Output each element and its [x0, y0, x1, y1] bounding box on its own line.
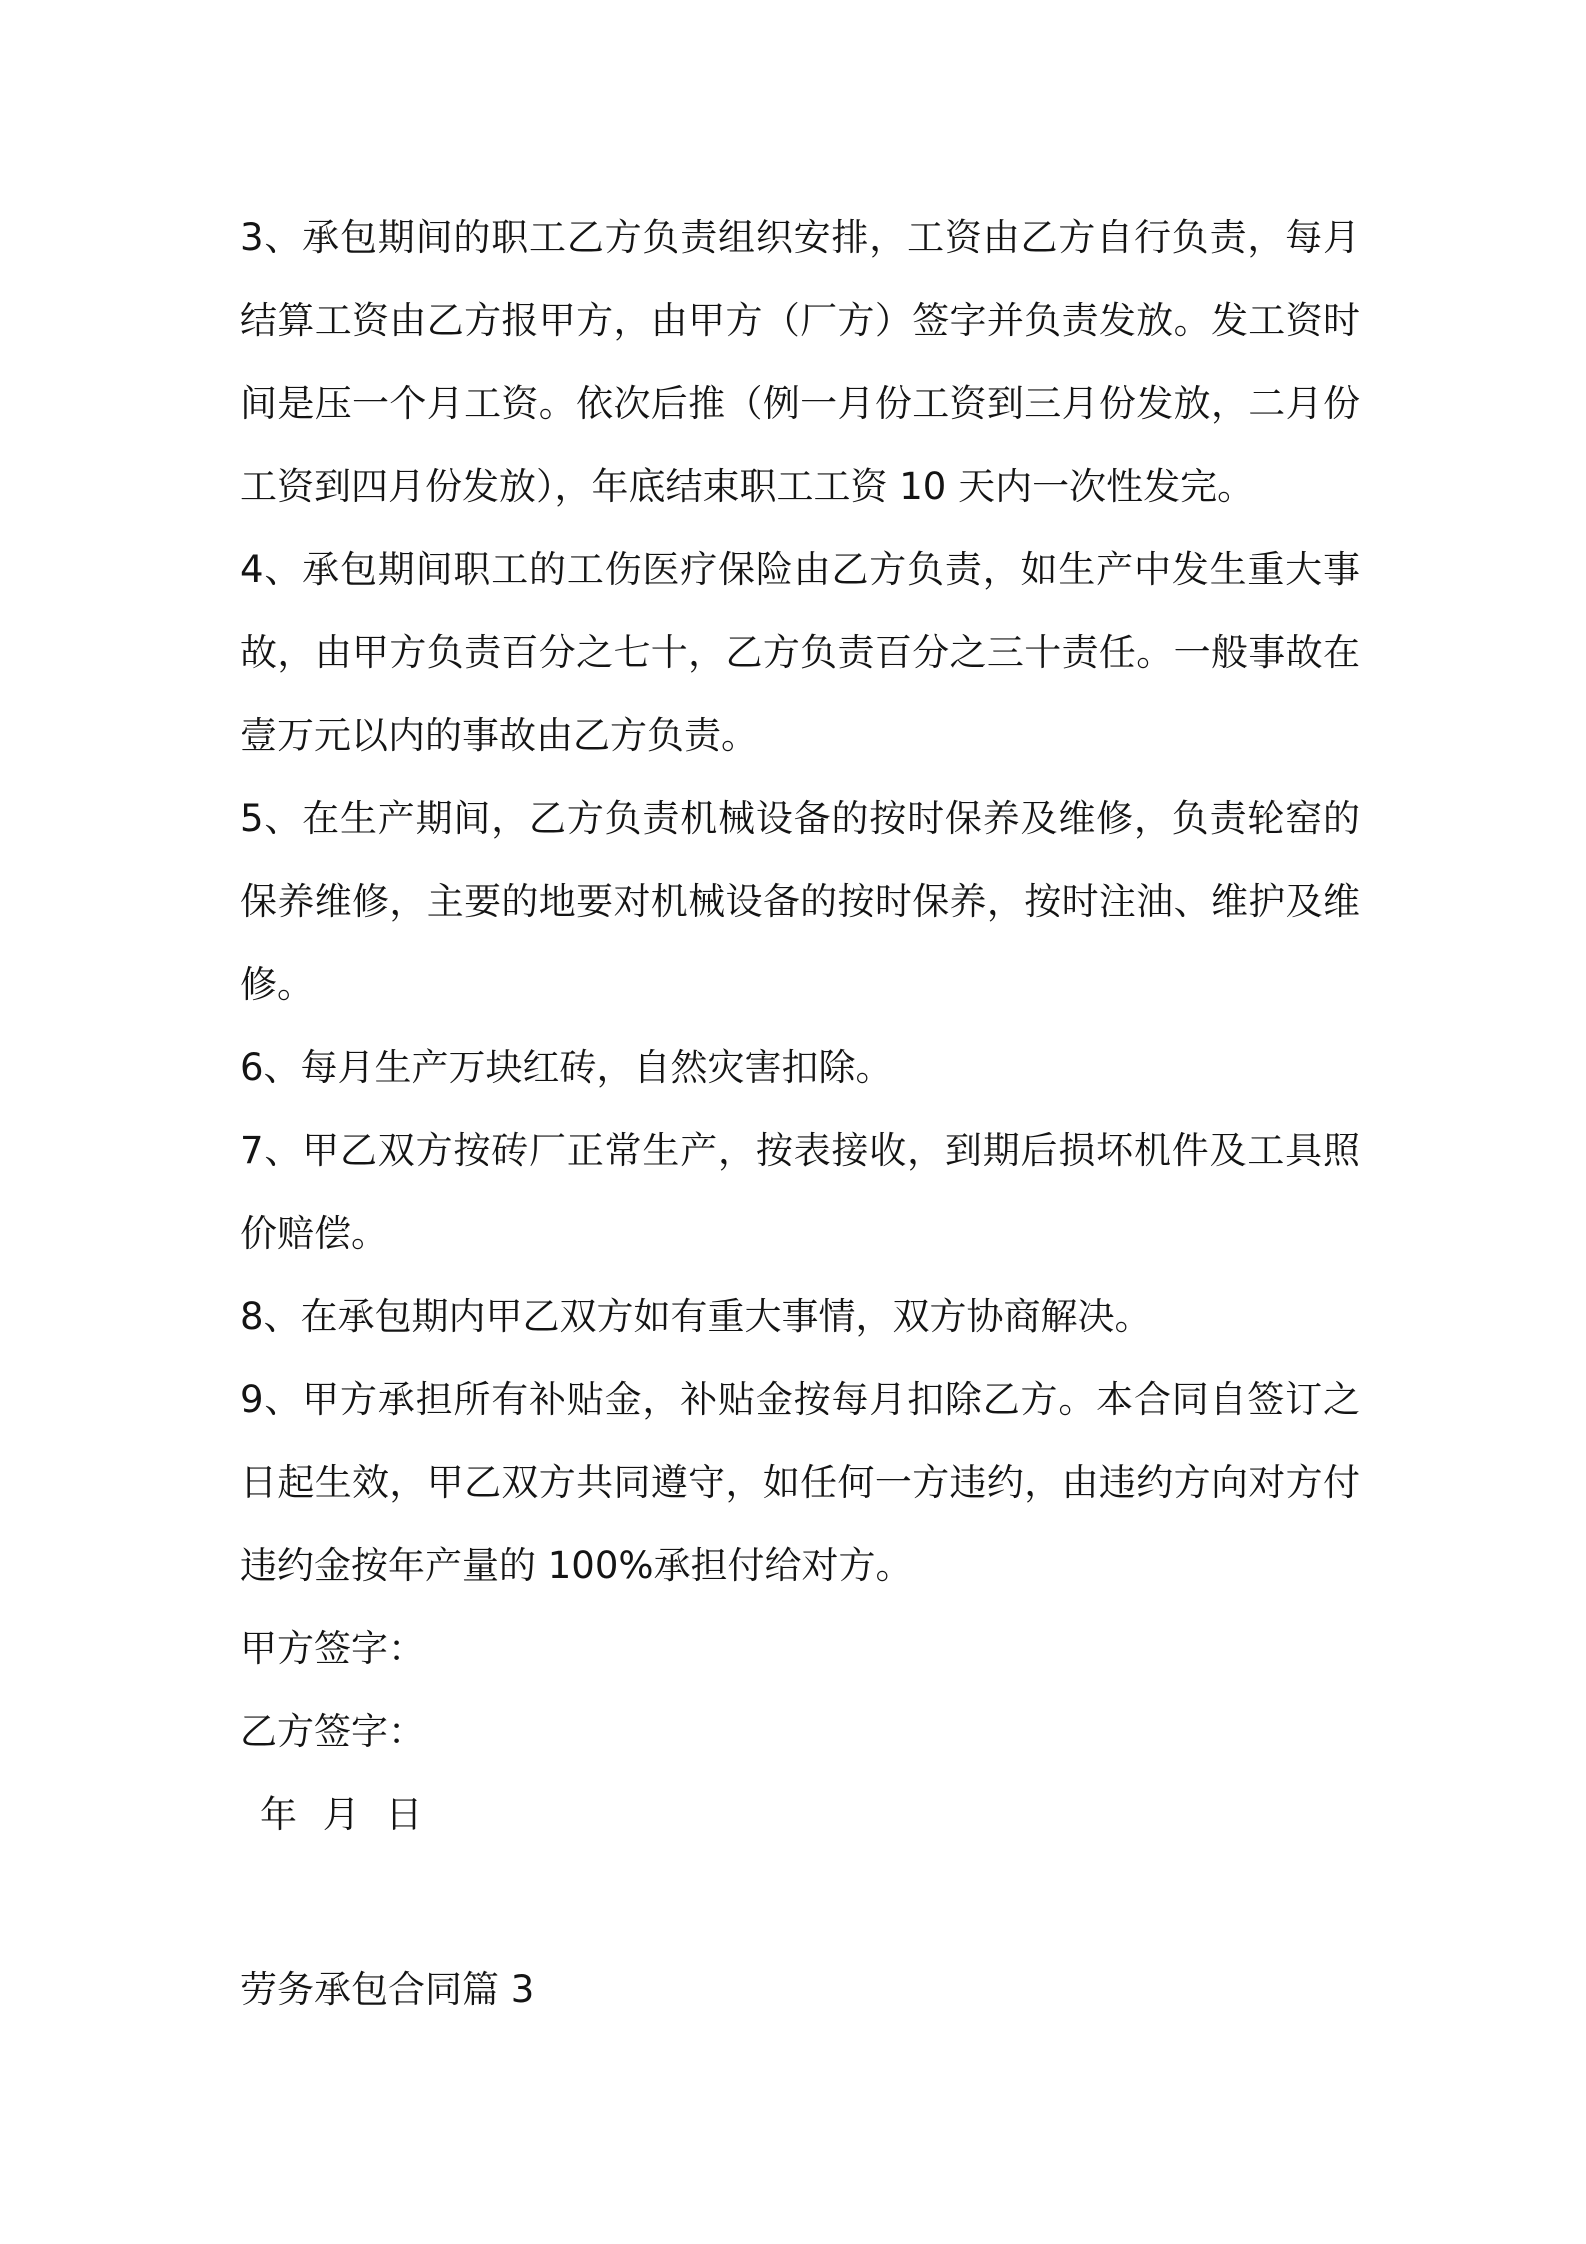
- party-a-signature: 甲方签字：: [240, 1627, 425, 1670]
- section-title: 劳务承包合同篇 3: [240, 1968, 535, 2011]
- clause-8: 8、在承包期内甲乙双方如有重大事情，双方协商解决。: [240, 1295, 1152, 1338]
- clause-3: 3、承包期间的职工乙方负责组织安排，工资由乙方自行负责，每月结算工资由乙方报甲方，由甲方（厂方）签字并负责发放。发工资时间是压一个月工资。依次后推（例一月份工资到三月份发放，二月份工资到四月份发放），年底结束职工工资 10 天内一次性发完。: [240, 216, 1360, 508]
- clause-5: 5、在生产期间，乙方负责机械设备的按时保养及维修，负责轮窑的保养维修，主要的地要对机械设备的按时保养，按时注油、维护及维修。: [240, 797, 1360, 1006]
- clause-7: 7、甲乙双方按砖厂正常生产，按表接收，到期后损坏机件及工具照价赔偿。: [240, 1129, 1360, 1255]
- date-line: 年 月 日: [260, 1793, 423, 1836]
- party-b-signature: 乙方签字：: [240, 1710, 425, 1753]
- clause-6: 6、每月生产万块红砖，自然灾害扣除。: [240, 1046, 893, 1089]
- clause-4: 4、承包期间职工的工伤医疗保险由乙方负责，如生产中发生重大事故，由甲方负责百分之七十，乙方负责百分之三十责任。一般事故在壹万元以内的事故由乙方负责。: [240, 548, 1360, 757]
- clause-9: 9、甲方承担所有补贴金，补贴金按每月扣除乙方。本合同自签订之日起生效，甲乙双方共同遵守，如任何一方违约，由违约方向对方付违约金按年产量的 100%承担付给对方。: [240, 1378, 1360, 1587]
- contract-body: [240, 196, 1360, 1856]
